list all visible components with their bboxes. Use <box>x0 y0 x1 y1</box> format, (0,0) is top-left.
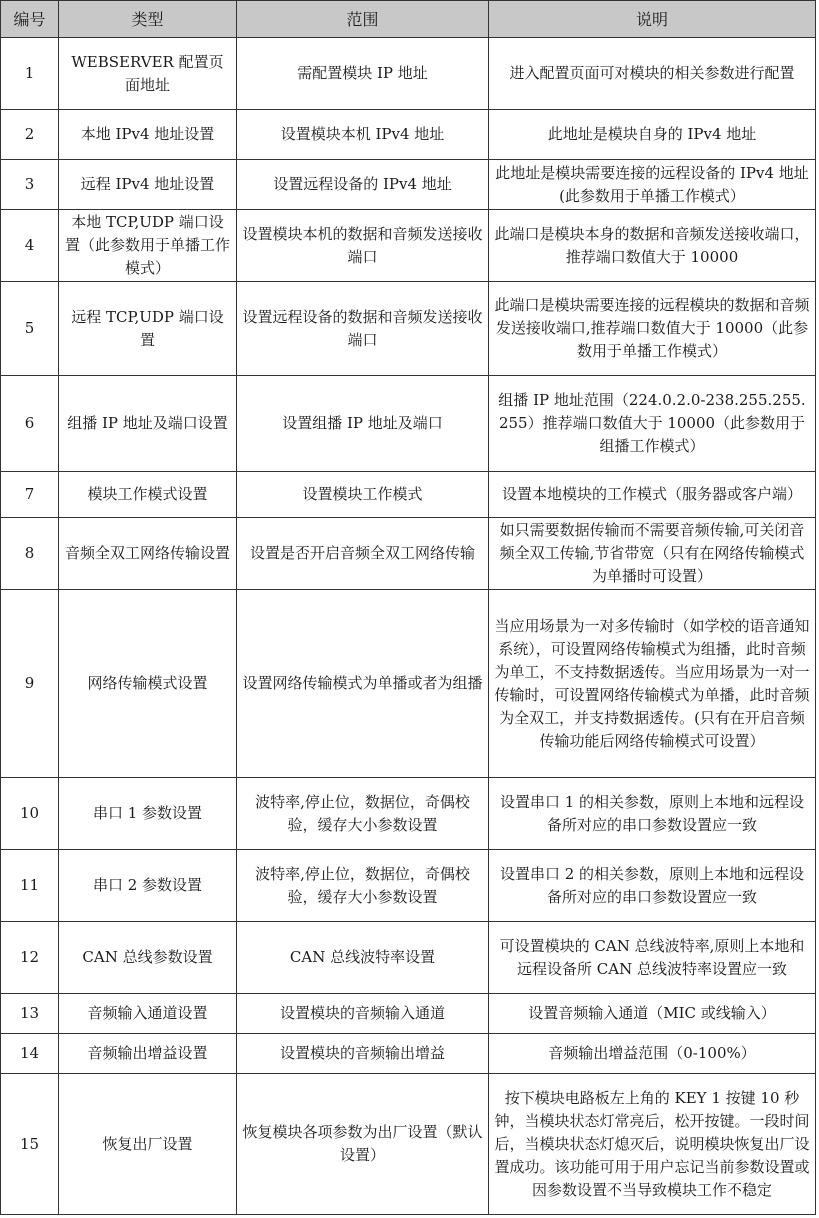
table-row <box>1 38 816 110</box>
table-row <box>1 1034 816 1074</box>
row-range: 设置模块本机的数据和音频发送接收端口 <box>237 210 489 282</box>
row-number: 4 <box>1 210 59 282</box>
row-description: 音频输出增益范围（0-100%） <box>489 1034 816 1074</box>
table-row <box>1 850 816 922</box>
row-type: WEBSERVER 配置页面地址 <box>59 38 237 110</box>
row-description: 当应用场景为一对多传输时（如学校的语音通知系统），可设置网络传输模式为组播，此时音频为单工，不支持数据透传。当应用场景为一对一传输时，可设置网络传输模式为单播，此时音频为全双工，并支持数据透传。(只有在开启音频传输功能后网络传输模式可设置） <box>489 590 816 778</box>
row-number: 2 <box>1 110 59 160</box>
row-type: 模块工作模式设置 <box>59 472 237 518</box>
row-range: 设置模块本机 IPv4 地址 <box>237 110 489 160</box>
table-row <box>1 922 816 994</box>
table-row <box>1 472 816 518</box>
row-number: 7 <box>1 472 59 518</box>
row-range: 设置模块的音频输出增益 <box>237 1034 489 1074</box>
header-type: 类型 <box>59 1 237 38</box>
row-description: 此地址是模块自身的 IPv4 地址 <box>489 110 816 160</box>
row-type: 网络传输模式设置 <box>59 590 237 778</box>
header-number: 编号 <box>1 1 59 38</box>
row-range: 恢复模块各项参数为出厂设置（默认设置） <box>237 1074 489 1215</box>
row-number: 13 <box>1 994 59 1034</box>
row-type: 音频输入通道设置 <box>59 994 237 1034</box>
row-description: 设置本地模块的工作模式（服务器或客户端） <box>489 472 816 518</box>
row-number: 3 <box>1 160 59 210</box>
row-description: 此地址是模块需要连接的远程设备的 IPv4 地址(此参数用于单播工作模式） <box>489 160 816 210</box>
row-range: 需配置模块 IP 地址 <box>237 38 489 110</box>
table-row <box>1 518 816 590</box>
table-row <box>1 160 816 210</box>
row-range: 设置模块工作模式 <box>237 472 489 518</box>
row-range: 设置组播 IP 地址及端口 <box>237 376 489 472</box>
row-range: 波特率,停止位，数据位，奇偶校验，缓存大小参数设置 <box>237 850 489 922</box>
table-row <box>1 1074 816 1215</box>
row-description: 设置串口 2 的相关参数，原则上本地和远程设备所对应的串口参数设置应一致 <box>489 850 816 922</box>
row-number: 6 <box>1 376 59 472</box>
header-description: 说明 <box>489 1 816 38</box>
table-row <box>1 210 816 282</box>
row-number: 12 <box>1 922 59 994</box>
row-description: 设置串口 1 的相关参数，原则上本地和远程设备所对应的串口参数设置应一致 <box>489 778 816 850</box>
row-number: 1 <box>1 38 59 110</box>
header-row <box>1 1 816 38</box>
table-row <box>1 376 816 472</box>
row-number: 15 <box>1 1074 59 1215</box>
row-range: 设置网络传输模式为单播或者为组播 <box>237 590 489 778</box>
row-range: CAN 总线波特率设置 <box>237 922 489 994</box>
row-range: 波特率,停止位，数据位，奇偶校验，缓存大小参数设置 <box>237 778 489 850</box>
row-range: 设置是否开启音频全双工网络传输 <box>237 518 489 590</box>
table-row <box>1 994 816 1034</box>
row-type: 组播 IP 地址及端口设置 <box>59 376 237 472</box>
row-range: 设置远程设备的数据和音频发送接收端口 <box>237 282 489 376</box>
row-number: 9 <box>1 590 59 778</box>
row-type: 串口 1 参数设置 <box>59 778 237 850</box>
row-description: 此端口是模块本身的数据和音频发送接收端口，推荐端口数值大于 10000 <box>489 210 816 282</box>
row-type: 本地 IPv4 地址设置 <box>59 110 237 160</box>
row-type: 音频输出增益设置 <box>59 1034 237 1074</box>
row-number: 11 <box>1 850 59 922</box>
row-description: 设置音频输入通道（MIC 或线输入） <box>489 994 816 1034</box>
table-row <box>1 778 816 850</box>
row-type: 远程 IPv4 地址设置 <box>59 160 237 210</box>
row-description: 可设置模块的 CAN 总线波特率,原则上本地和远程设备所 CAN 总线波特率设置应一致 <box>489 922 816 994</box>
row-type: 音频全双工网络传输设置 <box>59 518 237 590</box>
row-type: 本地 TCP,UDP 端口设置（此参数用于单播工作模式） <box>59 210 237 282</box>
table-row <box>1 110 816 160</box>
row-type: 恢复出厂设置 <box>59 1074 237 1215</box>
row-range: 设置远程设备的 IPv4 地址 <box>237 160 489 210</box>
row-type: 串口 2 参数设置 <box>59 850 237 922</box>
header-range: 范围 <box>237 1 489 38</box>
table-row <box>1 282 816 376</box>
row-range: 设置模块的音频输入通道 <box>237 994 489 1034</box>
row-type: CAN 总线参数设置 <box>59 922 237 994</box>
row-number: 14 <box>1 1034 59 1074</box>
table-row <box>1 590 816 778</box>
row-description: 按下模块电路板左上角的 KEY 1 按键 10 秒钟，当模块状态灯常亮后，松开按键。一段时间后，当模块状态灯熄灭后，说明模块恢复出厂设置成功。该功能可用于用户忘记当前参数设置或因参数设置不当导致模块工作不稳定 <box>489 1074 816 1215</box>
row-type: 远程 TCP,UDP 端口设置 <box>59 282 237 376</box>
row-number: 5 <box>1 282 59 376</box>
row-number: 10 <box>1 778 59 850</box>
row-description: 进入配置页面可对模块的相关参数进行配置 <box>489 38 816 110</box>
row-number: 8 <box>1 518 59 590</box>
row-description: 此端口是模块需要连接的远程模块的数据和音频发送接收端口,推荐端口数值大于 10000（此参数用于单播工作模式） <box>489 282 816 376</box>
row-description: 组播 IP 地址范围（224.0.2.0-238.255.255.255）推荐端口数值大于 10000（此参数用于组播工作模式） <box>489 376 816 472</box>
row-description: 如只需要数据传输而不需要音频传输,可关闭音频全双工传输,节省带宽（只有在网络传输模式为单播时可设置） <box>489 518 816 590</box>
